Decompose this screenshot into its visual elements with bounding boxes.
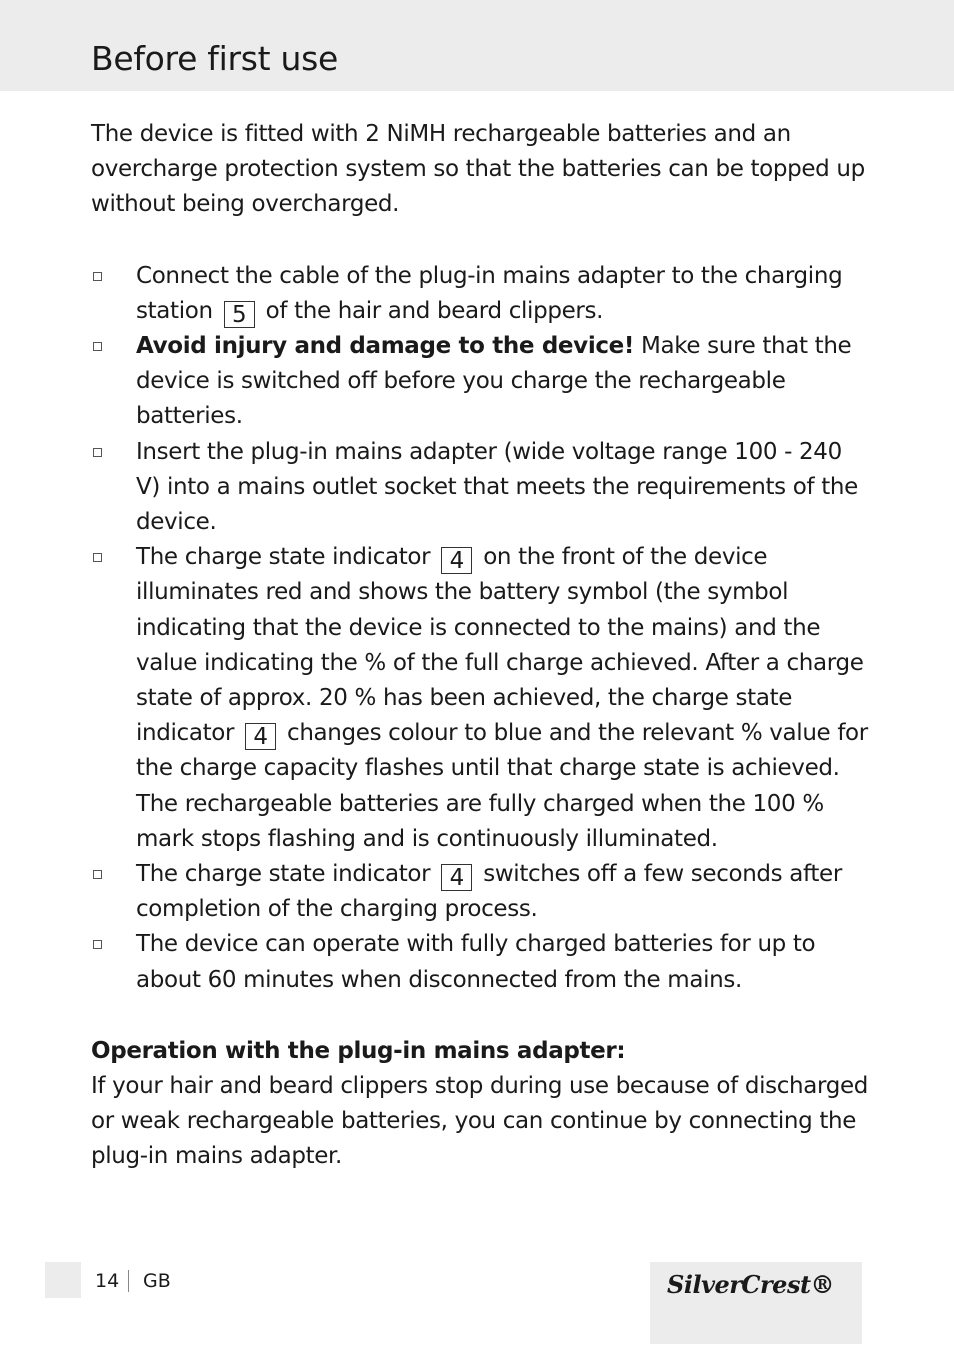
language-code: GB (143, 1270, 171, 1292)
intro-paragraph: The device is fitted with 2 NiMH rechargeable batteries and an overcharge protection system so that the batteries can be topped up without being overcharged. (91, 121, 865, 218)
page-content (91, 117, 869, 1175)
checkbox-bullet-icon (93, 448, 102, 457)
checkbox-bullet-icon (93, 870, 102, 879)
checkbox-bullet-icon (93, 272, 102, 281)
page-title: Before first use (91, 39, 338, 78)
instruction-list (91, 259, 869, 998)
footer-marker (45, 1262, 81, 1298)
list-item: Connect the cable of the plug-in mains adapter to the charging station 5 of the hair and beard clippers. (91, 259, 869, 329)
list-item: The device can operate with fully charged batteries for up to about 60 minutes when disconnected from the mains. (91, 927, 869, 997)
part-reference-badge: 4 (441, 864, 472, 891)
warning-text: Avoid injury and damage to the device! (136, 333, 635, 360)
part-reference-badge: 4 (441, 547, 472, 574)
checkbox-bullet-icon (93, 553, 102, 562)
part-reference-badge: 4 (245, 723, 276, 750)
operation-paragraph: If your hair and beard clippers stop during use because of discharged or weak rechargeable batteries, you can continue by connecting the plug-in mains adapter. (91, 1073, 869, 1170)
list-item: The charge state indicator 4 on the front of the device illuminates red and shows the battery symbol (the symbol indicating that the device is connected to the mains) and the value indicating the % of the full charge achieved. After a charge state of approx. 20 % has been achieved, the charge state indicator 4 changes colour to blue and the relevant % value for the charge capacity flashes until that charge state is achieved. The rechargeable batteries are fully charged when the 100 % mark stops flashing and is continuously illuminated. (91, 540, 869, 857)
part-reference-badge: 5 (224, 301, 255, 328)
list-item: Avoid injury and damage to the device! Make sure that the device is switched off before you charge the rechargeable batteries. (91, 329, 869, 435)
checkbox-bullet-icon (93, 342, 102, 351)
list-item: The charge state indicator 4 switches off a few seconds after completion of the charging process. (91, 857, 869, 927)
list-item: Insert the plug-in mains adapter (wide voltage range 100 - 240 V) into a mains outlet socket that meets the requirements of the device. (91, 435, 869, 541)
checkbox-bullet-icon (93, 940, 102, 949)
brand-logo: SilverCrest® (667, 1270, 835, 1299)
operation-heading: Operation with the plug-in mains adapter: (91, 1037, 626, 1064)
page-number: 14 (95, 1270, 129, 1292)
